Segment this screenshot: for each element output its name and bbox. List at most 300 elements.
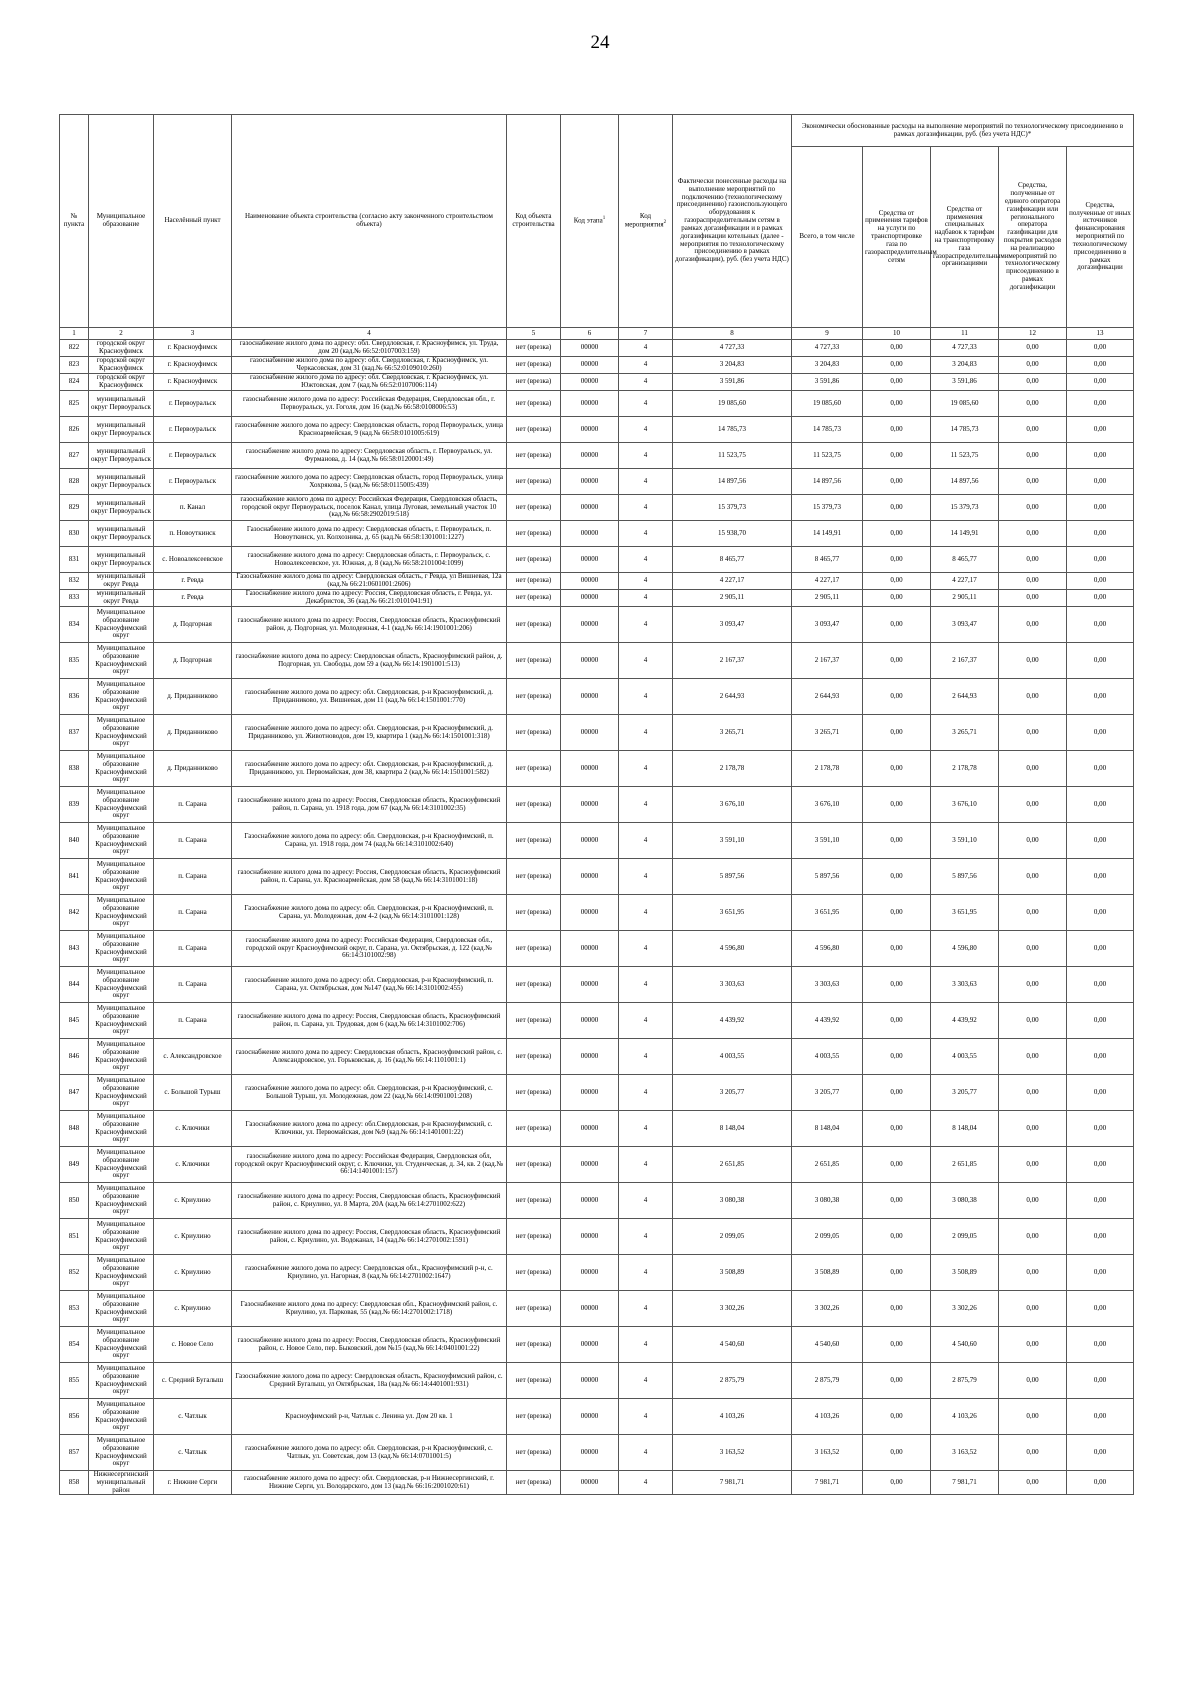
table-row bbox=[60, 751, 1134, 787]
surcharge-funds-cell: 8 148,04 bbox=[931, 1111, 999, 1147]
object-code-cell: нет (врезка) bbox=[507, 607, 561, 643]
activity-code-cell: 4 bbox=[619, 787, 673, 823]
tariff-funds-cell: 0,00 bbox=[863, 679, 931, 715]
other-funds-cell: 0,00 bbox=[1067, 1435, 1134, 1471]
activity-code-cell: 4 bbox=[619, 374, 673, 391]
operator-funds-cell: 0,00 bbox=[999, 859, 1067, 895]
tariff-funds-cell: 0,00 bbox=[863, 1039, 931, 1075]
total-cell: 14 897,56 bbox=[792, 469, 863, 495]
object-name-cell: газоснабжение жилого дома по адресу: Россия, Свердловская область, Красноуфимский район, п. Сарана, ул. 1918 года, дом 67 (кад.№ 66:14:3101002:35) bbox=[232, 787, 507, 823]
actual-costs-cell: 3 591,10 bbox=[673, 823, 792, 859]
operator-funds-cell: 0,00 bbox=[999, 1183, 1067, 1219]
municipality-cell: Муниципальное образование Красноуфимский округ bbox=[89, 751, 154, 787]
actual-costs-cell: 2 905,11 bbox=[673, 590, 792, 607]
activity-code-cell: 4 bbox=[619, 1327, 673, 1363]
stage-code-cell: 00000 bbox=[561, 751, 619, 787]
actual-costs-cell: 4 596,80 bbox=[673, 931, 792, 967]
operator-funds-cell: 0,00 bbox=[999, 1291, 1067, 1327]
activity-code-cell: 4 bbox=[619, 1219, 673, 1255]
total-cell: 3 591,10 bbox=[792, 823, 863, 859]
actual-costs-cell: 3 163,52 bbox=[673, 1435, 792, 1471]
total-cell: 3 302,26 bbox=[792, 1291, 863, 1327]
stage-code-cell: 00000 bbox=[561, 469, 619, 495]
table-row bbox=[60, 895, 1134, 931]
tariff-funds-cell: 0,00 bbox=[863, 590, 931, 607]
municipality-cell: городской округ Красноуфимск bbox=[89, 340, 154, 357]
object-name-cell: Газоснабжение жилого дома по адресу: обл. Свердловская, р-н Красноуфимский, п. Сарана, ул. Молодежная, дом 4-2 (кад.№ 66:14:3101001:128) bbox=[232, 895, 507, 931]
municipality-cell: Муниципальное образование Красноуфимский округ bbox=[89, 607, 154, 643]
table-row bbox=[60, 1399, 1134, 1435]
stage-code-cell: 00000 bbox=[561, 340, 619, 357]
object-code-cell: нет (врезка) bbox=[507, 547, 561, 573]
operator-funds-cell: 0,00 bbox=[999, 823, 1067, 859]
total-cell: 4 439,92 bbox=[792, 1003, 863, 1039]
operator-funds-cell: 0,00 bbox=[999, 357, 1067, 374]
operator-funds-cell: 0,00 bbox=[999, 1219, 1067, 1255]
operator-funds-cell: 0,00 bbox=[999, 1039, 1067, 1075]
stage-code-cell: 00000 bbox=[561, 1399, 619, 1435]
settlement-cell: п. Сарана bbox=[154, 931, 232, 967]
table-row bbox=[60, 1003, 1134, 1039]
settlement-cell: г. Красноуфимск bbox=[154, 340, 232, 357]
table-row bbox=[60, 607, 1134, 643]
municipality-cell: муниципальный округ Первоуральск bbox=[89, 521, 154, 547]
total-cell: 4 103,26 bbox=[792, 1399, 863, 1435]
total-cell: 3 080,38 bbox=[792, 1183, 863, 1219]
total-cell: 3 508,89 bbox=[792, 1255, 863, 1291]
header-object-name: Наименование объекта строительства (согласно акту законченного строительством объекта) bbox=[232, 115, 507, 328]
row-number: 840 bbox=[60, 823, 89, 859]
actual-costs-cell: 3 591,86 bbox=[673, 374, 792, 391]
row-number: 828 bbox=[60, 469, 89, 495]
surcharge-funds-cell: 2 099,05 bbox=[931, 1219, 999, 1255]
activity-code-cell: 4 bbox=[619, 643, 673, 679]
object-code-cell: нет (врезка) bbox=[507, 1471, 561, 1495]
other-funds-cell: 0,00 bbox=[1067, 895, 1134, 931]
settlement-cell: д. Подгорная bbox=[154, 643, 232, 679]
object-name-cell: газоснабжение жилого дома по адресу: Российская Федерация, Свердловская обл., г. Первоуральск, ул. Гоголя, дом 16 (кад.№ 66:58:0108006:53) bbox=[232, 391, 507, 417]
surcharge-funds-cell: 3 591,86 bbox=[931, 374, 999, 391]
activity-code-cell: 4 bbox=[619, 1039, 673, 1075]
object-name-cell: Газоснабжение жилого дома по адресу: Свердловская область, г Ревда, ул Вишневая, 12а (кад.№ 66:21:0601001:2606) bbox=[232, 573, 507, 590]
other-funds-cell: 0,00 bbox=[1067, 1147, 1134, 1183]
column-number: 13 bbox=[1067, 328, 1134, 340]
other-funds-cell: 0,00 bbox=[1067, 1039, 1134, 1075]
municipality-cell: муниципальный округ Первоуральск bbox=[89, 443, 154, 469]
object-name-cell: газоснабжение жилого дома по адресу: Россия, Свердловская область, Красноуфимский район, с. Криулино, ул. 8 Марта, 20А (кад.№ 66:14:2701002:622) bbox=[232, 1183, 507, 1219]
object-name-cell: Газоснабжение жилого дома по адресу: Свердловская область, Красноуфимский район, с. Средний Бугалыш, ул Октябрьская, 18а (кад.№ 66:14:4401001:931) bbox=[232, 1363, 507, 1399]
operator-funds-cell: 0,00 bbox=[999, 1075, 1067, 1111]
municipality-cell: Муниципальное образование Красноуфимский округ bbox=[89, 1255, 154, 1291]
tariff-funds-cell: 0,00 bbox=[863, 1291, 931, 1327]
activity-code-cell: 4 bbox=[619, 715, 673, 751]
surcharge-funds-cell: 2 651,85 bbox=[931, 1147, 999, 1183]
object-name-cell: газоснабжение жилого дома по адресу: обл. Свердловская, р-н Красноуфимский, с. Чатлык, ул. Советская, дом 13 (кад.№ 66:14:0701001:5) bbox=[232, 1435, 507, 1471]
object-name-cell: газоснабжение жилого дома по адресу: обл. Свердловская, р-н Красноуфимский, п. Сарана, ул. Октябрьская, дом №147 (кад.№ 66:14:3101002:455) bbox=[232, 967, 507, 1003]
municipality-cell: городской округ Красноуфимск bbox=[89, 357, 154, 374]
surcharge-funds-cell: 3 204,83 bbox=[931, 357, 999, 374]
municipality-cell: муниципальный округ Первоуральск bbox=[89, 469, 154, 495]
object-name-cell: газоснабжение жилого дома по адресу: обл. Свердловская, г. Красноуфимск, ул. Труда, дом 20 (кад.№ 66:52:0107003:159) bbox=[232, 340, 507, 357]
stage-code-cell: 00000 bbox=[561, 679, 619, 715]
object-code-cell: нет (врезка) bbox=[507, 1003, 561, 1039]
tariff-funds-cell: 0,00 bbox=[863, 859, 931, 895]
other-funds-cell: 0,00 bbox=[1067, 1399, 1134, 1435]
stage-code-cell: 00000 bbox=[561, 1003, 619, 1039]
object-name-cell: газоснабжение жилого дома по адресу: Россия, Свердловская область, Красноуфимский район, п. Сарана, ул. Красноармейская, дом 58 (кад.№ 66:14:3101001:18) bbox=[232, 859, 507, 895]
object-code-cell: нет (врезка) bbox=[507, 573, 561, 590]
tariff-funds-cell: 0,00 bbox=[863, 469, 931, 495]
settlement-cell: с. Криулино bbox=[154, 1255, 232, 1291]
activity-code-cell: 4 bbox=[619, 1255, 673, 1291]
activity-code-cell: 4 bbox=[619, 1363, 673, 1399]
settlement-cell: г. Первоуральск bbox=[154, 443, 232, 469]
surcharge-funds-cell: 2 905,11 bbox=[931, 590, 999, 607]
surcharge-funds-cell: 14 149,91 bbox=[931, 521, 999, 547]
activity-code-cell: 4 bbox=[619, 590, 673, 607]
operator-funds-cell: 0,00 bbox=[999, 495, 1067, 521]
other-funds-cell: 0,00 bbox=[1067, 1255, 1134, 1291]
activity-code-cell: 4 bbox=[619, 1183, 673, 1219]
object-name-cell: газоснабжение жилого дома по адресу: Россия, Свердловская область, Красноуфимский район, д. Подгорная, ул. Молодежная, 4-1 (кад.№ 66:14:1901001:206) bbox=[232, 607, 507, 643]
total-cell: 3 205,77 bbox=[792, 1075, 863, 1111]
municipality-cell: Муниципальное образование Красноуфимский округ bbox=[89, 715, 154, 751]
other-funds-cell: 0,00 bbox=[1067, 443, 1134, 469]
actual-costs-cell: 2 651,85 bbox=[673, 1147, 792, 1183]
activity-code-cell: 4 bbox=[619, 1471, 673, 1495]
column-number: 1 bbox=[60, 328, 89, 340]
other-funds-cell: 0,00 bbox=[1067, 391, 1134, 417]
actual-costs-cell: 3 676,10 bbox=[673, 787, 792, 823]
object-code-cell: нет (врезка) bbox=[507, 859, 561, 895]
other-funds-cell: 0,00 bbox=[1067, 931, 1134, 967]
actual-costs-cell: 2 644,93 bbox=[673, 679, 792, 715]
surcharge-funds-cell: 3 303,63 bbox=[931, 967, 999, 1003]
settlement-cell: г. Нижние Серги bbox=[154, 1471, 232, 1495]
settlement-cell: д. Приданниково bbox=[154, 679, 232, 715]
municipality-cell: Муниципальное образование Красноуфимский округ bbox=[89, 1399, 154, 1435]
actual-costs-cell: 3 080,38 bbox=[673, 1183, 792, 1219]
surcharge-funds-cell: 3 163,52 bbox=[931, 1435, 999, 1471]
municipality-cell: Муниципальное образование Красноуфимский округ bbox=[89, 931, 154, 967]
settlement-cell: д. Приданниково bbox=[154, 715, 232, 751]
activity-code-cell: 4 bbox=[619, 417, 673, 443]
municipality-cell: Муниципальное образование Красноуфимский округ bbox=[89, 967, 154, 1003]
row-number: 833 bbox=[60, 590, 89, 607]
other-funds-cell: 0,00 bbox=[1067, 590, 1134, 607]
operator-funds-cell: 0,00 bbox=[999, 679, 1067, 715]
other-funds-cell: 0,00 bbox=[1067, 643, 1134, 679]
object-code-cell: нет (врезка) bbox=[507, 715, 561, 751]
header-operator-funds: Средства, полученные от единого оператора газификации или регионального оператора газификации для покрытия расходов на реализацию мероприятий по технологическому присоединению в рамках догазификации bbox=[999, 147, 1067, 328]
object-code-cell: нет (врезка) bbox=[507, 895, 561, 931]
total-cell: 7 981,71 bbox=[792, 1471, 863, 1495]
stage-code-cell: 00000 bbox=[561, 1219, 619, 1255]
row-number: 834 bbox=[60, 607, 89, 643]
surcharge-funds-cell: 11 523,75 bbox=[931, 443, 999, 469]
object-code-cell: нет (врезка) bbox=[507, 417, 561, 443]
municipality-cell: Муниципальное образование Красноуфимский округ bbox=[89, 679, 154, 715]
tariff-funds-cell: 0,00 bbox=[863, 931, 931, 967]
row-number: 845 bbox=[60, 1003, 89, 1039]
settlement-cell: с. Большой Турыш bbox=[154, 1075, 232, 1111]
object-code-cell: нет (врезка) bbox=[507, 1039, 561, 1075]
row-number: 829 bbox=[60, 495, 89, 521]
object-name-cell: Газоснабжение жилого дома по адресу: Свердловская обл., Красноуфимский район, с. Криулино, ул. Парковая, 55 (кад.№ 66:14:2701002:1718) bbox=[232, 1291, 507, 1327]
operator-funds-cell: 0,00 bbox=[999, 1471, 1067, 1495]
other-funds-cell: 0,00 bbox=[1067, 340, 1134, 357]
actual-costs-cell: 8 148,04 bbox=[673, 1111, 792, 1147]
settlement-cell: г. Первоуральск bbox=[154, 417, 232, 443]
header-justified-costs-group: Экономически обоснованные расходы на выполнение мероприятий по технологическому присоединению в рамках догазификации, руб. (без учета НДС)* bbox=[792, 115, 1134, 147]
total-cell: 19 085,60 bbox=[792, 391, 863, 417]
actual-costs-cell: 3 651,95 bbox=[673, 895, 792, 931]
operator-funds-cell: 0,00 bbox=[999, 751, 1067, 787]
object-code-cell: нет (врезка) bbox=[507, 590, 561, 607]
operator-funds-cell: 0,00 bbox=[999, 573, 1067, 590]
activity-code-cell: 4 bbox=[619, 443, 673, 469]
surcharge-funds-cell: 3 591,10 bbox=[931, 823, 999, 859]
settlement-cell: г. Красноуфимск bbox=[154, 374, 232, 391]
surcharge-funds-cell: 3 265,71 bbox=[931, 715, 999, 751]
total-cell: 2 875,79 bbox=[792, 1363, 863, 1399]
object-code-cell: нет (врезка) bbox=[507, 679, 561, 715]
municipality-cell: муниципальный округ Первоуральск bbox=[89, 547, 154, 573]
stage-code-cell: 00000 bbox=[561, 590, 619, 607]
activity-code-cell: 4 bbox=[619, 1291, 673, 1327]
municipality-cell: Муниципальное образование Красноуфимский округ bbox=[89, 895, 154, 931]
object-code-cell: нет (врезка) bbox=[507, 1111, 561, 1147]
object-name-cell: газоснабжение жилого дома по адресу: Свердловская обл., Красноуфимский р-н, с. Криулино, ул. Нагорная, 8 (кад.№ 66:14:2701002:1647) bbox=[232, 1255, 507, 1291]
municipality-cell: Муниципальное образование Красноуфимский округ bbox=[89, 823, 154, 859]
stage-code-cell: 00000 bbox=[561, 1147, 619, 1183]
header-object-code: Код объекта строительства bbox=[507, 115, 561, 328]
surcharge-funds-cell: 3 302,26 bbox=[931, 1291, 999, 1327]
surcharge-funds-cell: 4 103,26 bbox=[931, 1399, 999, 1435]
stage-code-cell: 00000 bbox=[561, 417, 619, 443]
object-name-cell: Красноуфимский р-н, Чатлык с. Ленина ул. Дом 20 кв. 1 bbox=[232, 1399, 507, 1435]
tariff-funds-cell: 0,00 bbox=[863, 1363, 931, 1399]
row-number: 825 bbox=[60, 391, 89, 417]
table-row bbox=[60, 1291, 1134, 1327]
settlement-cell: п. Сарана bbox=[154, 859, 232, 895]
total-cell: 3 204,83 bbox=[792, 357, 863, 374]
object-code-cell: нет (врезка) bbox=[507, 521, 561, 547]
column-number: 2 bbox=[89, 328, 154, 340]
municipality-cell: Муниципальное образование Красноуфимский округ bbox=[89, 1183, 154, 1219]
total-cell: 3 265,71 bbox=[792, 715, 863, 751]
tariff-funds-cell: 0,00 bbox=[863, 1399, 931, 1435]
settlement-cell: г. Ревда bbox=[154, 590, 232, 607]
table-row bbox=[60, 1147, 1134, 1183]
other-funds-cell: 0,00 bbox=[1067, 573, 1134, 590]
other-funds-cell: 0,00 bbox=[1067, 1111, 1134, 1147]
column-number: 12 bbox=[999, 328, 1067, 340]
municipality-cell: Муниципальное образование Красноуфимский округ bbox=[89, 1291, 154, 1327]
object-code-cell: нет (врезка) bbox=[507, 967, 561, 1003]
operator-funds-cell: 0,00 bbox=[999, 1435, 1067, 1471]
object-name-cell: газоснабжение жилого дома по адресу: Свердловская область, Красноуфимский район, д. Подгорная, ул. Свободы, дом 59 а (кад.№ 66:14:1901001:513) bbox=[232, 643, 507, 679]
municipality-cell: Муниципальное образование Красноуфимский округ bbox=[89, 1003, 154, 1039]
other-funds-cell: 0,00 bbox=[1067, 357, 1134, 374]
object-name-cell: газоснабжение жилого дома по адресу: обл. Свердловская, р-н Нижнесергинский, г. Нижние Серги, ул. Володарского, дом 13 (кад.№ 66:16:2001020:61) bbox=[232, 1471, 507, 1495]
tariff-funds-cell: 0,00 bbox=[863, 1327, 931, 1363]
object-code-cell: нет (врезка) bbox=[507, 1219, 561, 1255]
tariff-funds-cell: 0,00 bbox=[863, 715, 931, 751]
municipality-cell: городской округ Красноуфимск bbox=[89, 374, 154, 391]
activity-code-cell: 4 bbox=[619, 751, 673, 787]
stage-code-cell: 00000 bbox=[561, 859, 619, 895]
settlement-cell: п. Сарана bbox=[154, 787, 232, 823]
activity-code-cell: 4 bbox=[619, 547, 673, 573]
operator-funds-cell: 0,00 bbox=[999, 1003, 1067, 1039]
object-code-cell: нет (врезка) bbox=[507, 823, 561, 859]
row-number: 835 bbox=[60, 643, 89, 679]
municipality-cell: Муниципальное образование Красноуфимский округ bbox=[89, 787, 154, 823]
settlement-cell: с. Новоалексеевское bbox=[154, 547, 232, 573]
municipality-cell: Муниципальное образование Красноуфимский округ bbox=[89, 1147, 154, 1183]
object-name-cell: Газоснабжение жилого дома по адресу: обл.Свердловская, р-н Красноуфимский, с. Ключики, ул. Первомайская, дом №9 (кад.№ 66:14:1401001:22) bbox=[232, 1111, 507, 1147]
object-name-cell: газоснабжение жилого дома по адресу: Российская Федерация, Свердловская обл., городской округ Красноуфимский округ, п. Сарана, ул. Октябрьская, д. 122 (кад.№ 66:14:3101002:98) bbox=[232, 931, 507, 967]
operator-funds-cell: 0,00 bbox=[999, 340, 1067, 357]
row-number: 854 bbox=[60, 1327, 89, 1363]
tariff-funds-cell: 0,00 bbox=[863, 1111, 931, 1147]
actual-costs-cell: 11 523,75 bbox=[673, 443, 792, 469]
operator-funds-cell: 0,00 bbox=[999, 521, 1067, 547]
tariff-funds-cell: 0,00 bbox=[863, 1183, 931, 1219]
actual-costs-cell: 4 003,55 bbox=[673, 1039, 792, 1075]
total-cell: 3 591,86 bbox=[792, 374, 863, 391]
other-funds-cell: 0,00 bbox=[1067, 823, 1134, 859]
object-code-cell: нет (врезка) bbox=[507, 931, 561, 967]
total-cell: 3 676,10 bbox=[792, 787, 863, 823]
other-funds-cell: 0,00 bbox=[1067, 521, 1134, 547]
tariff-funds-cell: 0,00 bbox=[863, 521, 931, 547]
total-cell: 2 167,37 bbox=[792, 643, 863, 679]
actual-costs-cell: 4 727,33 bbox=[673, 340, 792, 357]
stage-code-cell: 00000 bbox=[561, 1183, 619, 1219]
table-row bbox=[60, 357, 1134, 374]
activity-code-cell: 4 bbox=[619, 391, 673, 417]
surcharge-funds-cell: 3 676,10 bbox=[931, 787, 999, 823]
total-cell: 4 540,60 bbox=[792, 1327, 863, 1363]
tariff-funds-cell: 0,00 bbox=[863, 1471, 931, 1495]
table-row bbox=[60, 340, 1134, 357]
settlement-cell: с. Средний Бугалыш bbox=[154, 1363, 232, 1399]
column-number: 3 bbox=[154, 328, 232, 340]
total-cell: 2 099,05 bbox=[792, 1219, 863, 1255]
stage-code-cell: 00000 bbox=[561, 895, 619, 931]
actual-costs-cell: 14 785,73 bbox=[673, 417, 792, 443]
actual-costs-cell: 2 099,05 bbox=[673, 1219, 792, 1255]
total-cell: 14 149,91 bbox=[792, 521, 863, 547]
surcharge-funds-cell: 3 080,38 bbox=[931, 1183, 999, 1219]
column-number: 10 bbox=[863, 328, 931, 340]
table-row bbox=[60, 643, 1134, 679]
stage-code-cell: 00000 bbox=[561, 823, 619, 859]
table-row bbox=[60, 443, 1134, 469]
table-row bbox=[60, 521, 1134, 547]
operator-funds-cell: 0,00 bbox=[999, 895, 1067, 931]
tariff-funds-cell: 0,00 bbox=[863, 1075, 931, 1111]
object-code-cell: нет (врезка) bbox=[507, 1399, 561, 1435]
municipality-cell: Муниципальное образование Красноуфимский округ bbox=[89, 1111, 154, 1147]
settlement-cell: д. Приданниково bbox=[154, 751, 232, 787]
column-number: 4 bbox=[232, 328, 507, 340]
actual-costs-cell: 3 302,26 bbox=[673, 1291, 792, 1327]
operator-funds-cell: 0,00 bbox=[999, 374, 1067, 391]
stage-code-cell: 00000 bbox=[561, 374, 619, 391]
operator-funds-cell: 0,00 bbox=[999, 1327, 1067, 1363]
other-funds-cell: 0,00 bbox=[1067, 715, 1134, 751]
total-cell: 8 465,77 bbox=[792, 547, 863, 573]
stage-code-cell: 00000 bbox=[561, 547, 619, 573]
stage-code-cell: 00000 bbox=[561, 931, 619, 967]
stage-code-cell: 00000 bbox=[561, 1111, 619, 1147]
row-number: 850 bbox=[60, 1183, 89, 1219]
table-row bbox=[60, 787, 1134, 823]
row-number: 852 bbox=[60, 1255, 89, 1291]
row-number: 856 bbox=[60, 1399, 89, 1435]
tariff-funds-cell: 0,00 bbox=[863, 607, 931, 643]
row-number: 847 bbox=[60, 1075, 89, 1111]
stage-code-cell: 00000 bbox=[561, 607, 619, 643]
activity-code-cell: 4 bbox=[619, 895, 673, 931]
settlement-cell: с. Криулино bbox=[154, 1291, 232, 1327]
settlement-cell: п. Сарана bbox=[154, 823, 232, 859]
total-cell: 4 003,55 bbox=[792, 1039, 863, 1075]
table-row bbox=[60, 495, 1134, 521]
tariff-funds-cell: 0,00 bbox=[863, 1435, 931, 1471]
tariff-funds-cell: 0,00 bbox=[863, 417, 931, 443]
municipality-cell: муниципальный округ Ревда bbox=[89, 573, 154, 590]
table-row bbox=[60, 1471, 1134, 1495]
object-name-cell: газоснабжение жилого дома по адресу: Свердловская область, город Первоуральск, улица Хохрякова, 5 (кад.№ 66:58:0115005:439) bbox=[232, 469, 507, 495]
object-name-cell: газоснабжение жилого дома по адресу: обл. Свердловская, г. Красноуфимск, ул. Южтовская, дом 7 (кад.№ 66:52:0107006:114) bbox=[232, 374, 507, 391]
actual-costs-cell: 3 205,77 bbox=[673, 1075, 792, 1111]
tariff-funds-cell: 0,00 bbox=[863, 823, 931, 859]
row-number: 841 bbox=[60, 859, 89, 895]
tariff-funds-cell: 0,00 bbox=[863, 1255, 931, 1291]
operator-funds-cell: 0,00 bbox=[999, 469, 1067, 495]
settlement-cell: п. Новоуткинск bbox=[154, 521, 232, 547]
tariff-funds-cell: 0,00 bbox=[863, 443, 931, 469]
activity-code-cell: 4 bbox=[619, 607, 673, 643]
total-cell: 2 651,85 bbox=[792, 1147, 863, 1183]
operator-funds-cell: 0,00 bbox=[999, 1111, 1067, 1147]
actual-costs-cell: 4 103,26 bbox=[673, 1399, 792, 1435]
operator-funds-cell: 0,00 bbox=[999, 1363, 1067, 1399]
surcharge-funds-cell: 4 540,60 bbox=[931, 1327, 999, 1363]
surcharge-funds-cell: 4 596,80 bbox=[931, 931, 999, 967]
activity-code-cell: 4 bbox=[619, 1399, 673, 1435]
object-code-cell: нет (врезка) bbox=[507, 340, 561, 357]
activity-code-cell: 4 bbox=[619, 931, 673, 967]
tariff-funds-cell: 0,00 bbox=[863, 547, 931, 573]
actual-costs-cell: 7 981,71 bbox=[673, 1471, 792, 1495]
object-code-cell: нет (врезка) bbox=[507, 391, 561, 417]
other-funds-cell: 0,00 bbox=[1067, 469, 1134, 495]
surcharge-funds-cell: 3 205,77 bbox=[931, 1075, 999, 1111]
table-row bbox=[60, 391, 1134, 417]
settlement-cell: п. Сарана bbox=[154, 967, 232, 1003]
activity-code-cell: 4 bbox=[619, 573, 673, 590]
object-code-cell: нет (врезка) bbox=[507, 643, 561, 679]
settlement-cell: п. Сарана bbox=[154, 1003, 232, 1039]
total-cell: 4 727,33 bbox=[792, 340, 863, 357]
object-name-cell: газоснабжение жилого дома по адресу: Россия, Свердловская область, Красноуфимский район, с. Новое Село, пер. Быковский, дом №15 (кад.№ 66:14:0401001:22) bbox=[232, 1327, 507, 1363]
actual-costs-cell: 3 093,47 bbox=[673, 607, 792, 643]
